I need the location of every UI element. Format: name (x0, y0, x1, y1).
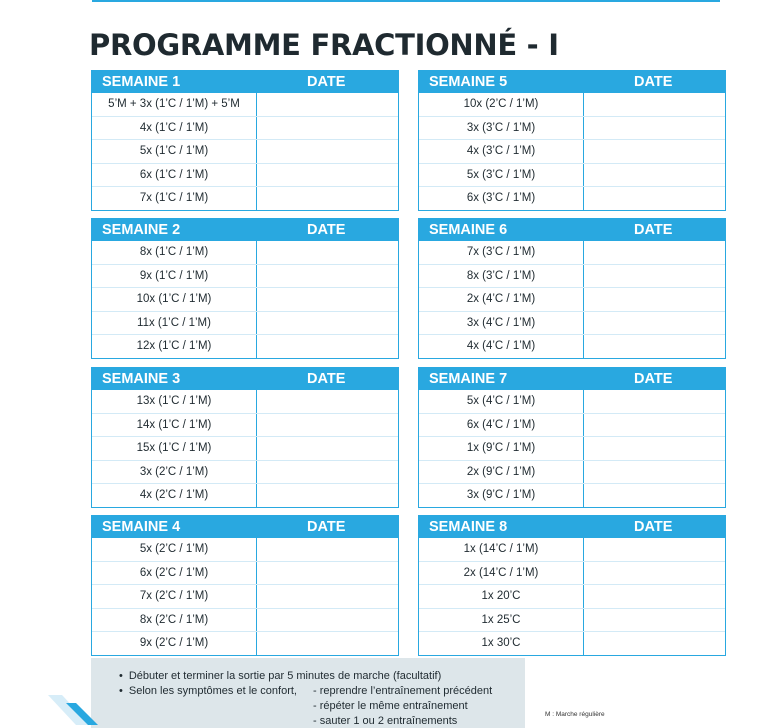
date-column-header: DATE (307, 371, 346, 387)
exercise-cell: 5x (2’C / 1’M) (92, 538, 257, 561)
table-row (419, 561, 725, 585)
date-cell[interactable] (257, 241, 398, 264)
exercise-cell: 14x (1’C / 1’M) (92, 414, 257, 437)
exercise-cell: 1x 20’C (419, 585, 584, 608)
exercise-cell: 3x (2’C / 1’M) (92, 461, 257, 484)
week-header (92, 516, 398, 538)
date-cell[interactable] (584, 437, 725, 460)
exercise-cell: 4x (2’C / 1’M) (92, 484, 257, 507)
table-row (419, 413, 725, 437)
week-table-3 (91, 367, 399, 508)
exercise-cell: 1x (14’C / 1’M) (419, 538, 584, 561)
date-cell[interactable] (584, 288, 725, 311)
date-cell[interactable] (584, 265, 725, 288)
table-row (92, 93, 398, 116)
table-row (419, 608, 725, 632)
exercise-cell: 7x (2’C / 1’M) (92, 585, 257, 608)
table-row (92, 116, 398, 140)
date-column-header: DATE (634, 222, 673, 238)
table-row (419, 460, 725, 484)
exercise-cell: 9x (2’C / 1’M) (92, 632, 257, 655)
week-table-6 (418, 218, 726, 359)
date-cell[interactable] (584, 484, 725, 507)
date-cell[interactable] (584, 187, 725, 210)
date-cell[interactable] (584, 538, 725, 561)
exercise-cell: 4x (4’C / 1’M) (419, 335, 584, 358)
week-header (92, 368, 398, 390)
table-row (419, 538, 725, 561)
exercise-cell: 3x (4’C / 1’M) (419, 312, 584, 335)
exercise-cell: 5x (3’C / 1’M) (419, 164, 584, 187)
table-row (419, 241, 725, 264)
date-cell[interactable] (257, 414, 398, 437)
date-cell[interactable] (584, 140, 725, 163)
date-column-header: DATE (634, 74, 673, 90)
week-table-8 (418, 515, 726, 656)
exercise-cell: 7x (1’C / 1’M) (92, 187, 257, 210)
date-cell[interactable] (257, 164, 398, 187)
date-cell[interactable] (257, 265, 398, 288)
table-row (92, 483, 398, 507)
table-row (419, 390, 725, 413)
week-label: SEMAINE 4 (102, 519, 181, 535)
exercise-cell: 8x (2’C / 1’M) (92, 609, 257, 632)
exercise-cell: 8x (3’C / 1’M) (419, 265, 584, 288)
date-cell[interactable] (584, 241, 725, 264)
date-cell[interactable] (257, 437, 398, 460)
table-row (92, 264, 398, 288)
table-row (92, 538, 398, 561)
date-cell[interactable] (584, 461, 725, 484)
week-table-1 (91, 70, 399, 211)
table-row (92, 436, 398, 460)
exercise-cell: 6x (2’C / 1’M) (92, 562, 257, 585)
table-row (92, 390, 398, 413)
exercise-cell: 6x (4’C / 1’M) (419, 414, 584, 437)
date-cell[interactable] (257, 390, 398, 413)
date-cell[interactable] (584, 312, 725, 335)
exercise-cell: 3x (9’C / 1’M) (419, 484, 584, 507)
week-table-2 (91, 218, 399, 359)
date-column-header: DATE (307, 222, 346, 238)
week-label: SEMAINE 6 (429, 222, 508, 238)
table-row (92, 584, 398, 608)
date-cell[interactable] (584, 585, 725, 608)
date-cell[interactable] (257, 93, 398, 116)
table-row (92, 287, 398, 311)
exercise-cell: 2x (4’C / 1’M) (419, 288, 584, 311)
table-row (92, 413, 398, 437)
date-cell[interactable] (257, 609, 398, 632)
table-row (419, 483, 725, 507)
exercise-cell: 6x (3’C / 1’M) (419, 187, 584, 210)
exercise-cell: 13x (1’C / 1’M) (92, 390, 257, 413)
exercise-cell: 11x (1’C / 1’M) (92, 312, 257, 335)
table-row (419, 186, 725, 210)
table-row (419, 93, 725, 116)
table-row (419, 334, 725, 358)
date-cell[interactable] (257, 117, 398, 140)
exercise-cell: 12x (1’C / 1’M) (92, 335, 257, 358)
legend-note: M : Marche régulière (545, 711, 605, 718)
week-label: SEMAINE 1 (102, 74, 181, 90)
week-header (92, 71, 398, 93)
table-row (92, 241, 398, 264)
table-row (419, 287, 725, 311)
table-row (92, 311, 398, 335)
date-column-header: DATE (307, 519, 346, 535)
date-cell[interactable] (257, 187, 398, 210)
date-cell[interactable] (257, 140, 398, 163)
table-row (92, 460, 398, 484)
table-row (419, 139, 725, 163)
date-column-header: DATE (634, 371, 673, 387)
week-table-5 (418, 70, 726, 211)
date-column-header: DATE (634, 519, 673, 535)
note-option-skip: - sauter 1 ou 2 entraînements (313, 715, 458, 727)
top-rule (92, 0, 720, 2)
exercise-cell: 5x (1’C / 1’M) (92, 140, 257, 163)
table-row (419, 436, 725, 460)
exercise-cell: 15x (1’C / 1’M) (92, 437, 257, 460)
table-row (419, 116, 725, 140)
date-cell[interactable] (257, 562, 398, 585)
table-row (419, 163, 725, 187)
table-row (92, 631, 398, 655)
date-cell[interactable] (584, 609, 725, 632)
notes-box (91, 658, 525, 728)
date-cell[interactable] (584, 632, 725, 655)
exercise-cell: 3x (3’C / 1’M) (419, 117, 584, 140)
date-cell[interactable] (584, 390, 725, 413)
note-symptoms: • Selon les symptômes et le confort, (119, 685, 297, 697)
date-column-header: DATE (307, 74, 346, 90)
week-header (419, 219, 725, 241)
exercise-cell: 1x (9’C / 1’M) (419, 437, 584, 460)
exercise-cell: 6x (1’C / 1’M) (92, 164, 257, 187)
table-row (419, 584, 725, 608)
exercise-cell: 9x (1’C / 1’M) (92, 265, 257, 288)
table-row (92, 163, 398, 187)
table-row (92, 186, 398, 210)
exercise-cell: 10x (2’C / 1’M) (419, 93, 584, 116)
exercise-cell: 5’M + 3x (1’C / 1’M) + 5’M (92, 93, 257, 116)
table-row (419, 264, 725, 288)
date-cell[interactable] (584, 335, 725, 358)
table-row (92, 561, 398, 585)
table-row (92, 608, 398, 632)
date-cell[interactable] (584, 93, 725, 116)
date-cell[interactable] (584, 562, 725, 585)
week-label: SEMAINE 2 (102, 222, 181, 238)
exercise-cell: 4x (3’C / 1’M) (419, 140, 584, 163)
exercise-cell: 10x (1’C / 1’M) (92, 288, 257, 311)
date-cell[interactable] (584, 414, 725, 437)
exercise-cell: 8x (1’C / 1’M) (92, 241, 257, 264)
date-cell[interactable] (257, 335, 398, 358)
week-table-7 (418, 367, 726, 508)
exercise-cell: 7x (3’C / 1’M) (419, 241, 584, 264)
table-row (419, 631, 725, 655)
table-row (419, 311, 725, 335)
date-cell[interactable] (257, 312, 398, 335)
exercise-cell: 4x (1’C / 1’M) (92, 117, 257, 140)
exercise-cell: 5x (4’C / 1’M) (419, 390, 584, 413)
exercise-cell: 1x 25’C (419, 609, 584, 632)
note-option-repeat-previous: - reprendre l’entraînement précédent (313, 685, 493, 697)
week-table-4 (91, 515, 399, 656)
exercise-cell: 1x 30’C (419, 632, 584, 655)
date-cell[interactable] (584, 117, 725, 140)
week-label: SEMAINE 7 (429, 371, 508, 387)
week-label: SEMAINE 5 (429, 74, 508, 90)
date-cell[interactable] (257, 484, 398, 507)
week-header (92, 219, 398, 241)
exercise-cell: 2x (9’C / 1’M) (419, 461, 584, 484)
date-cell[interactable] (257, 538, 398, 561)
page-title: PROGRAMME FRACTIONNÉ - I (89, 28, 559, 62)
week-label: SEMAINE 8 (429, 519, 508, 535)
date-cell[interactable] (257, 585, 398, 608)
week-label: SEMAINE 3 (102, 371, 181, 387)
date-cell[interactable] (584, 164, 725, 187)
note-warmup: • Débuter et terminer la sortie par 5 minutes de marche (facultatif) (119, 670, 441, 682)
week-header (419, 71, 725, 93)
date-cell[interactable] (257, 461, 398, 484)
table-row (92, 334, 398, 358)
date-cell[interactable] (257, 288, 398, 311)
table-row (92, 139, 398, 163)
note-option-repeat-same: - répéter le même entraînement (313, 700, 468, 712)
date-cell[interactable] (257, 632, 398, 655)
week-header (419, 516, 725, 538)
exercise-cell: 2x (14’C / 1’M) (419, 562, 584, 585)
week-header (419, 368, 725, 390)
